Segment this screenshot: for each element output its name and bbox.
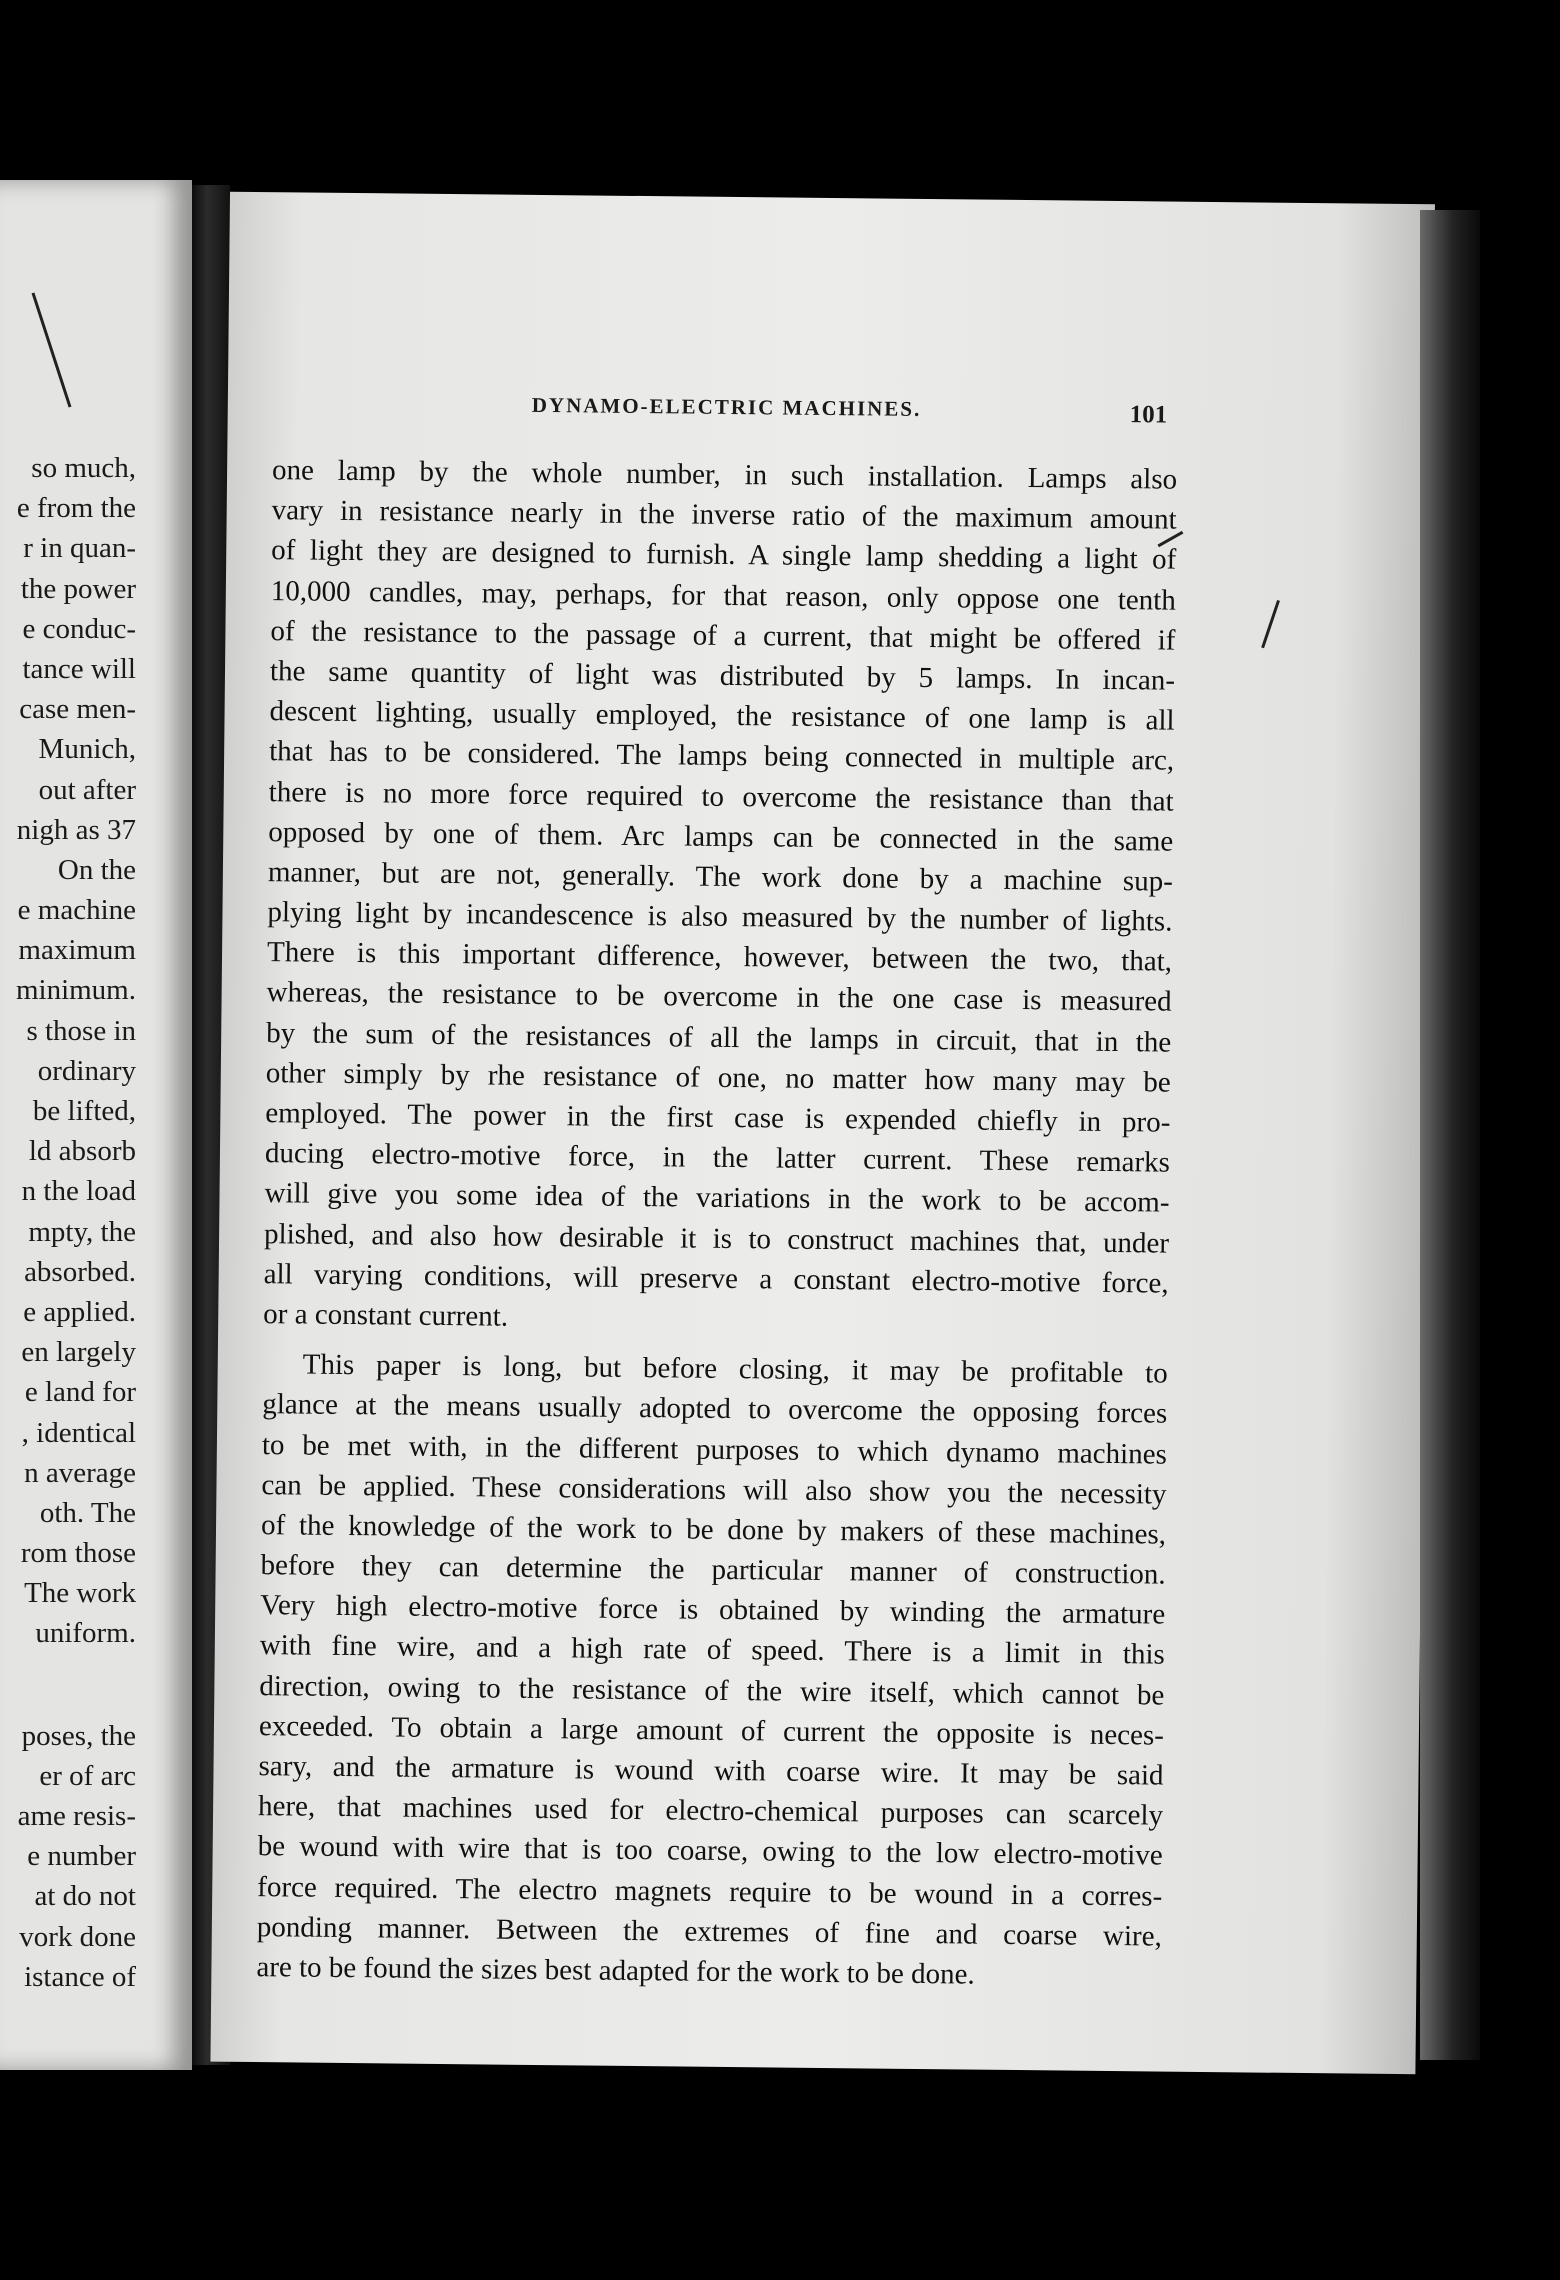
text-line: before they can determine the particular manner of construction. [260,1549,1166,1591]
right-page [210,192,1435,2075]
left-line: absorbed. [24,1255,136,1288]
text-line: with fine wire, and a high rate of speed. There is a limit in this [259,1629,1165,1671]
text-line: of the resistance to the passage of a current, that might be offered if [270,614,1176,657]
text-line: one lamp by the whole number, in such installation. Lamps also [271,454,1178,496]
text-line: the same quantity of light was distributed by 5 lamps. In incan- [269,655,1176,697]
paragraph [263,450,1177,1344]
left-line: minimum. [15,974,136,1007]
text-line: ducing electro-motive force, in the latter current. These remarks [264,1137,1171,1179]
text-line: whereas, the resistance to be overcome in the one case is measured [266,976,1172,1019]
text-line: glance at the means usually adopted to overcome the opposing forces [262,1388,1168,1430]
left-line: e land for [24,1376,136,1409]
left-line: mpty, the [28,1215,136,1248]
left-line: n the load [21,1175,136,1208]
pen-mark [1261,600,1280,648]
left-paragraph-gap [0,1654,136,1716]
text-line: force required. The electro magnets require to be wound in a corres- [257,1870,1163,1913]
text-line: there is no more force required to overcome the resistance than that [268,775,1174,818]
left-line: e machine [17,894,136,927]
text-line: exceeded. To obtain a large amount of current the opposite is neces- [258,1709,1165,1752]
text-line: manner, but are not, generally. The work done by a machine sup- [267,856,1174,898]
left-line: poses, the [21,1719,136,1752]
page-number: 101 [1129,401,1168,429]
left-line: at do not [34,1880,136,1913]
left-line: er of arc [39,1759,136,1792]
text-line: Very high electro-motive force is obtained by winding the armature [260,1589,1166,1631]
left-line: r in quan- [23,532,136,565]
left-line: so much, [31,452,136,484]
left-line: n average [24,1456,136,1489]
left-line: e from the [16,492,136,525]
left-line: tance will [22,652,136,685]
text-line: can be applied. These considerations will also show you the necessity [261,1468,1167,1511]
left-line: vork done [19,1920,136,1953]
left-page-text [0,448,136,1997]
left-line: rom those [20,1537,136,1570]
left-line: Munich, [38,733,136,766]
left-line: , identical [21,1416,136,1449]
text-line: here, that machines used for electro-chemical purposes can scarcely [257,1790,1164,1832]
text-line: by the sum of the resistances of all the lamps in circuit, that in the [266,1016,1172,1059]
left-line: out after [38,773,136,806]
text-line: This paper is long, but before closing, it may be profitable to [302,1348,1168,1390]
text-line: will give you some idea of the variations in the work to be accom- [264,1177,1170,1219]
text-line: descent lighting, usually employed, the resistance of one lamp is all [269,695,1175,737]
left-line: s those in [26,1014,136,1047]
left-line: On the [57,853,136,886]
page-edge-shadow [1420,210,1480,2060]
text-line: direction, owing to the resistance of the wire itself, which cannot be [259,1669,1165,1712]
text-line: of light they are designed to furnish. A single lamp shedding a light of [271,534,1177,576]
left-line: uniform. [35,1617,136,1650]
left-line: e conduc- [22,612,136,645]
left-line: the power [20,572,136,605]
text-line: plying light by incandescence is also measured by the number of lights. [267,896,1173,938]
left-line: The work [24,1577,136,1610]
left-line: e number [27,1840,136,1873]
text-line: be wound with wire that is too coarse, owing to the low electro-motive [257,1830,1163,1872]
text-line: that has to be considered. The lamps being connected in multiple arc, [269,735,1175,777]
running-head: DYNAMO-ELECTRIC MACHINES. [531,392,922,421]
left-line: e applied. [23,1295,136,1328]
left-line: en largely [21,1336,136,1369]
left-line: ld absorb [28,1135,136,1168]
pen-mark [32,292,72,407]
text-line: other simply by rhe resistance of one, no matter how many may be [265,1056,1171,1099]
text-line: plished, and also how desirable it is to construct machines that, under [263,1217,1170,1260]
left-facing-page [0,180,192,2070]
text-line: opposed by one of them. Arc lamps can be connected in the same [268,815,1174,858]
left-line: oth. The [39,1496,136,1529]
left-line: nigh as 37 [16,813,136,846]
left-line: istance of [24,1960,136,1993]
text-line: vary in resistance nearly in the inverse ratio of the maximum amount [271,494,1177,536]
page-body-text [256,450,1177,1997]
left-line: case men- [19,693,136,726]
left-line: be lifted, [32,1095,136,1127]
text-line: ponding manner. Between the extremes of fine and coarse wire, [256,1910,1162,1953]
text-line: of the knowledge of the work to be done by makers of these machines, [260,1508,1167,1551]
text-line: all varying conditions, will preserve a constant electro-motive force, [263,1257,1169,1300]
text-line: employed. The power in the first case is expended chiefly in pro- [265,1097,1171,1139]
text-line: to be met with, in the different purposes to which dynamo machines [261,1428,1168,1471]
text-line: or a constant current. [263,1298,509,1333]
left-line: maximum [18,934,136,967]
text-line: are to be found the sizes best adapted for the work to be done. [256,1951,975,1991]
left-line: ordinary [37,1054,136,1087]
paragraph [256,1344,1168,1996]
text-line: sary, and the armature is wound with coarse wire. It may be said [258,1750,1164,1792]
left-line: ame resis- [17,1800,136,1832]
text-line: 10,000 candles, may, perhaps, for that reason, only oppose one tenth [270,574,1176,617]
text-line: There is this important difference, however, between the two, that, [266,936,1173,978]
